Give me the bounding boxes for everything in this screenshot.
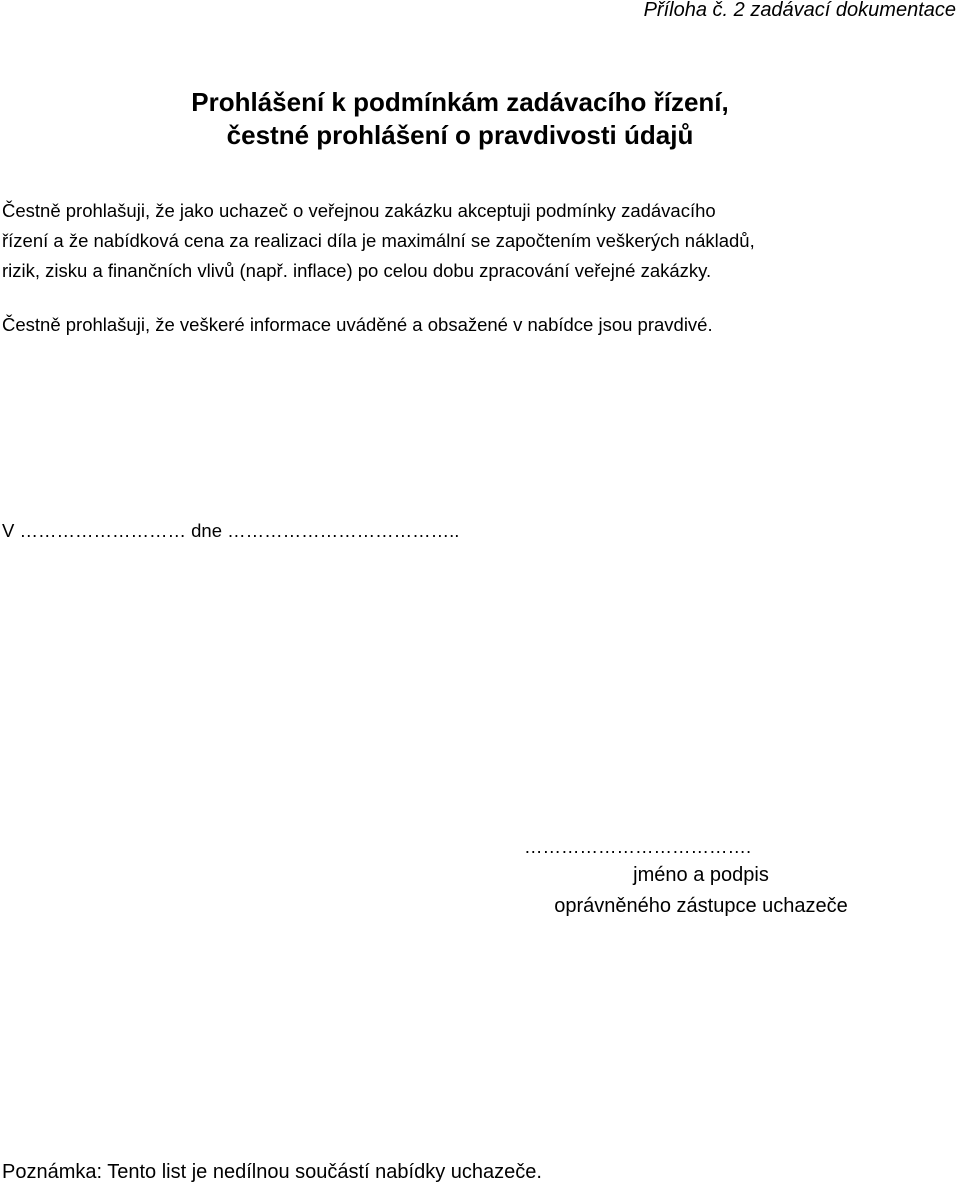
paragraph-line: řízení a že nabídková cena za realizaci díla je maximální se započtením veškerých nákladů, xyxy=(2,230,755,251)
paragraph-line: rizik, zisku a finančních vlivů (např. inflace) po celou dobu zpracování veřejné zakázky. xyxy=(2,260,712,281)
signature-label-line-1: jméno a podpis xyxy=(633,864,769,886)
document-title xyxy=(0,86,920,152)
signature-label xyxy=(516,860,886,922)
declaration-paragraph-conditions xyxy=(2,196,755,286)
signature-label-line-2: oprávněného zástupce uchazeče xyxy=(554,895,848,917)
declaration-paragraph-truthfulness: Čestně prohlašuji, že veškeré informace uváděné a obsažené v nabídce jsou pravdivé. xyxy=(2,314,713,335)
place-date-line xyxy=(2,516,459,546)
paragraph-line: Čestně prohlašuji, že jako uchazeč o veřejnou zakázku akceptuji podmínky zadávacího xyxy=(2,200,716,221)
signature-blank: ………………………………. xyxy=(524,836,752,857)
document-title-line-1: Prohlášení k podmínkám zadávacího řízení, xyxy=(191,87,729,117)
footer-note: Poznámka: Tento list je nedílnou součástí nabídky uchazeče. xyxy=(2,1161,542,1183)
attachment-label: Příloha č. 2 zadávací dokumentace xyxy=(643,0,956,21)
date-prefix: dne xyxy=(191,520,222,541)
document-title-line-2: čestné prohlášení o pravdivosti údajů xyxy=(226,120,694,150)
date-blank: ……………………………….. xyxy=(227,520,460,541)
place-blank: ……………………… xyxy=(19,520,186,541)
place-prefix: V xyxy=(2,520,15,541)
